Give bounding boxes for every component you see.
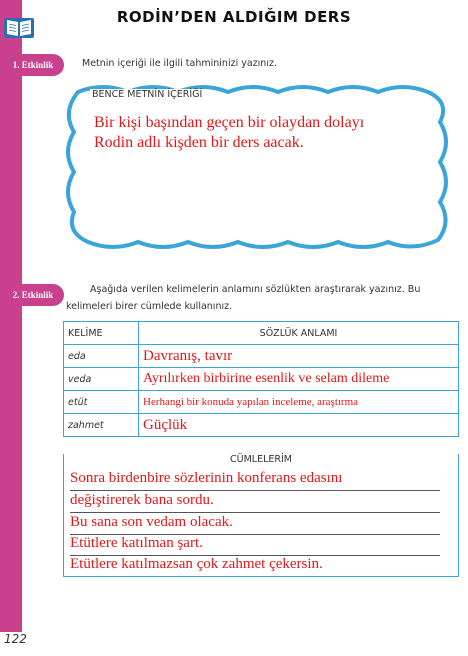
activity1-tab: 1. Etkinlik <box>2 54 64 76</box>
activity1-instruction: Metnin içeriği ile ilgili tahmininizi yazınız. <box>82 58 277 69</box>
sentence-line: değiştirerek bana sordu. <box>70 492 214 508</box>
header-meaning: SÖZLÜK ANLAMI <box>139 322 459 345</box>
word-cell: etüt <box>64 391 139 414</box>
prediction-cloud <box>58 82 454 254</box>
prediction-answer-line2: Rodin adlı kişden bir ders aacak. <box>94 134 304 151</box>
table-row <box>64 391 459 414</box>
page-number: 122 <box>4 632 27 646</box>
sentences-header: CÜMLELERİM <box>230 454 292 465</box>
page-title: RODİN’DEN ALDIĞIM DERS <box>116 8 352 26</box>
meaning-cell: Herhangi bir konuda yapılan inceleme, araştırma <box>139 391 459 414</box>
writing-line <box>70 512 440 513</box>
header-word: KELİME <box>64 322 139 345</box>
writing-line <box>70 490 440 491</box>
sentence-line: Etütlere katılmazsan çok zahmet çekersin. <box>70 556 323 572</box>
cloud-label: BENCE METNİN İÇERİĞİ <box>92 89 203 100</box>
table-header-row <box>64 322 459 345</box>
sentence-line: Sonra birdenbire sözlerinin konferans edasını <box>70 470 343 486</box>
table-row <box>64 345 459 368</box>
activity2-instruction-line1: Aşağıda verilen kelimelerin anlamını sözlükten araştırarak yazınız. Bu <box>90 284 421 295</box>
meaning-cell: Ayrılırken birbirine esenlik ve selam dileme <box>139 368 459 391</box>
vocabulary-table <box>63 321 459 437</box>
table-row <box>64 414 459 437</box>
sentence-line: Etütlere katılman şart. <box>70 535 203 551</box>
sentence-line: Bu sana son vedam olacak. <box>70 514 233 530</box>
word-cell: veda <box>64 368 139 391</box>
meaning-cell: Davranış, tavır <box>139 345 459 368</box>
page-sidebar-stripe <box>0 0 22 632</box>
prediction-answer-line1: Bir kişi başından geçen bir olaydan dolayı <box>94 114 365 131</box>
activity2-instruction-line2: kelimeleri birer cümlede kullanınız. <box>66 301 233 312</box>
table-row <box>64 368 459 391</box>
word-cell: eda <box>64 345 139 368</box>
meaning-cell: Güçlük <box>139 414 459 437</box>
word-cell: zahmet <box>64 414 139 437</box>
activity2-tab: 2. Etkinlik <box>2 284 64 306</box>
